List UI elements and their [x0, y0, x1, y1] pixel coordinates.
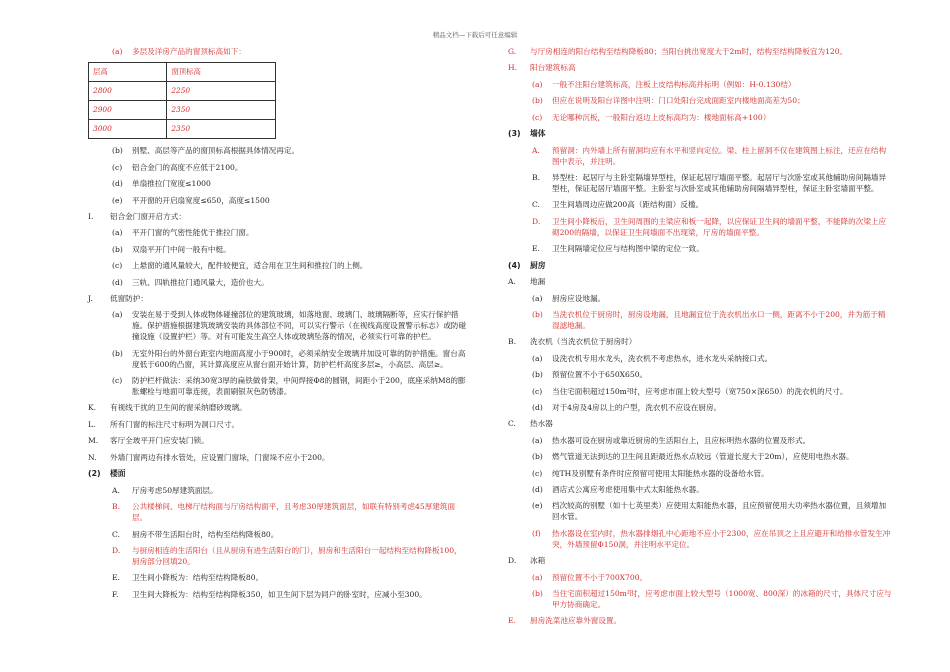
list-item — [508, 145, 893, 167]
item-tag: (e) — [112, 195, 123, 205]
table-header-row — [89, 63, 276, 82]
item-text: 无室外阳台的外窗台距室内地面高度小于900时，必须采纳安全玻璃并加设可靠的防护措施。窗台高度低于600的凸窗，其计算高度应从窗台面开始计算，防护栏杆高度多层≥，小高层、高层≥。 — [132, 348, 466, 369]
list-item — [88, 211, 468, 222]
item-text: 卫生间墙周边应做200高（距结构面）反槛。 — [552, 200, 704, 210]
item-tag: (a) — [532, 293, 543, 303]
list-item — [88, 402, 468, 413]
item-text: 阳台建筑标高 — [530, 63, 576, 73]
item-text: 铝合金门窗开启方式： — [110, 211, 186, 221]
list-item — [88, 293, 468, 304]
section-number: (3) — [508, 128, 521, 138]
item-text: 双扇平开门中间一般有中梃。 — [132, 244, 231, 254]
section-heading-kitchen — [508, 260, 893, 271]
table-row — [89, 82, 276, 101]
section-heading-wall — [508, 128, 893, 139]
item-tag: A. — [508, 277, 516, 287]
list-item — [88, 145, 468, 156]
item-tag: B. — [508, 337, 516, 347]
item-text: 低窗防护： — [110, 293, 148, 303]
item-tag: N. — [88, 452, 97, 462]
item-text: 异型柱：起居厅与主卧室隔墙异型柱，保证起居厅墙面平整。起居厅与次卧室或其他辅助房间隔墙异型柱，保证起居厅墙面平整。主卧室与次卧室或其他辅助房间隔墙异型柱，保证主卧室墙面平整。 — [552, 173, 887, 194]
item-tag: (e) — [532, 501, 543, 511]
item-text: 热水器可设在厨房或靠近厨房的生活阳台上，且应标明热水器的位置及形式。 — [552, 435, 811, 445]
item-text: 酒店式公寓应考虑使用集中式太阳能热水器。 — [552, 484, 704, 494]
item-text: 燃气管道无法到达的卫生间且距最近热水点较远（管道长度大于20m），应使用电热水器。 — [552, 452, 854, 462]
item-text: 但应在说明及阳台详图中注明：门口处阳台完成面距室内楼地面高差为50； — [552, 96, 805, 106]
table-header-cell: 层高 — [89, 63, 167, 82]
item-text: 厨房洗菜池应靠外窗设置。 — [530, 616, 622, 626]
item-text: 预留洞：内外墙上所有留洞均应有水平和竖向定位。梁、柱上留洞不仅在建筑图上标注，还应在结构图中表示，并注明。 — [552, 145, 887, 166]
left-column — [88, 46, 468, 605]
item-text: 外墙门窗两边有排水管处，应设置门窗垛，门窗垛不应小于200。 — [110, 452, 330, 462]
item-text: 纯TH及别墅有条件时应预留可使用太阳能热水器的设备给水管。 — [552, 468, 769, 478]
item-tag: (b) — [532, 452, 543, 462]
list-item — [508, 402, 893, 413]
list-item — [508, 353, 893, 364]
item-tag: E. — [112, 573, 120, 583]
list-item — [88, 375, 468, 397]
item-text: 公共楼梯间、电梯厅结构面与厅房结构面平，且考虑30厚建筑面层，如联有特别考虑45厚建筑面层。 — [132, 502, 456, 523]
right-column — [508, 46, 893, 632]
item-tag: C. — [532, 200, 540, 210]
item-tag: (a) — [532, 353, 543, 363]
item-tag: (b) — [532, 588, 543, 598]
list-item — [88, 589, 468, 600]
item-text: 单扇推拉门宽度≤1000 — [132, 179, 211, 189]
item-text: 当洗衣机位于厨房时，厨房设地漏，且地漏宜位于洗衣机出水口一侧，距离不小于200，并为筋于精湿滤地漏。 — [552, 310, 886, 331]
item-text: 卫生间小降板为：结构至结构降板80。 — [132, 573, 264, 583]
item-tag: (f) — [532, 528, 541, 538]
list-item — [88, 162, 468, 173]
item-tag: (c) — [532, 386, 543, 396]
section-number: (4) — [508, 260, 521, 270]
list-item — [508, 276, 893, 287]
list-item — [508, 572, 893, 583]
list-item — [88, 529, 468, 540]
item-text: 设洗衣机专用水龙头，洗衣机不考虑热水，进水龙头采纳接口式。 — [552, 353, 773, 363]
list-item — [88, 195, 468, 206]
item-text: 档次较高的别墅（如十七英里类）应使用太阳能热水器，且应预留使用大功率热水器位置，且须增加回水管。 — [552, 501, 887, 522]
item-text: 防护栏杆做法：采纳30宽3厚的扁铁做骨架，中间焊接Φ8的圆钢，间距小于200，底座采纳M8的膨胀螺栓与地面可靠连接，表面刷银灰色防锈漆。 — [132, 376, 466, 397]
list-item — [508, 484, 893, 495]
item-tag: (a) — [532, 435, 543, 445]
floor-items-list — [88, 485, 468, 600]
item-tag: C. — [112, 529, 120, 539]
item-text: 有视线干扰的卫生间的窗采纳磨砂玻璃。 — [110, 403, 247, 413]
item-tag: D. — [532, 216, 541, 226]
list-item — [88, 485, 468, 496]
item-text: 卫生间隔墙定位应与结构图中梁的定位一致。 — [552, 244, 704, 254]
item-tag: (b) — [112, 348, 123, 358]
item-text: 三轨、四轨推拉门通风量大，造价也大。 — [132, 277, 269, 287]
item-tag: (d) — [532, 403, 543, 413]
item-tag: (b) — [532, 310, 543, 320]
section-heading-floor — [88, 468, 468, 479]
list-item — [508, 369, 893, 380]
item-tag: F. — [112, 589, 119, 599]
section-title: 厨房 — [530, 260, 546, 270]
item-text: 当住宅面积超过150m²时，应考虑市面上较大型号（宽750×深650）的洗衣机的尺寸。 — [552, 386, 848, 396]
list-item — [508, 79, 893, 90]
item-text: 卫生间大降板为：结构至结构降板350，如卫生间下层为同户的卧室时，应减小至300。 — [132, 589, 427, 599]
item-text: 客厅全玻平开门应安装门锁。 — [110, 436, 209, 446]
item-text: 热水器设在室内时，热水器排烟孔中心距地不应小于2300，应在吊顶之上且应避开和给排水管发生冲突，外墙预留Φ150洞，并注明水平定位。 — [552, 528, 891, 549]
list-item — [508, 309, 893, 331]
item-tag: (d) — [112, 277, 123, 287]
item-text: 安装在易于受到人体或物体碰撞部位的建筑玻璃，如落地窗、玻璃门、玻璃隔断等，应实行保护措施。保护措施根据建筑玻璃安装的具体部位不同，可以实行警示（在视线高度设置警示标志）或防碰撞设施（设置护栏）等。对有可能发生高空人体或玻璃坠落的情况，必须实行可靠的护栏。 — [132, 310, 467, 342]
item-tag: (c) — [532, 112, 543, 122]
item-tag: (c) — [532, 468, 543, 478]
table-header-cell: 窗顶标高 — [167, 63, 276, 82]
item-tag: (a) — [112, 228, 123, 238]
list-item — [88, 260, 468, 271]
item-text: 上悬窗的通风量较大，配件较便宜，适合用在卫生间和推拉门的上侧。 — [132, 261, 368, 271]
item-tag: (b) — [532, 370, 543, 380]
list-item — [508, 500, 893, 522]
item-tag: (d) — [112, 179, 123, 189]
table-row — [89, 101, 276, 120]
list-item — [88, 348, 468, 370]
list-item — [88, 309, 468, 342]
window-height-table — [88, 62, 276, 139]
list-item — [508, 95, 893, 106]
item-tag: D. — [112, 545, 121, 555]
item-tag: (b) — [532, 96, 543, 106]
table-cell: 2350 — [167, 120, 276, 139]
list-item — [508, 112, 893, 123]
item-tag: C. — [508, 419, 516, 429]
list-item — [508, 336, 893, 347]
item-text: 别墅、高层等产品的窗顶标高根据具体情况再定。 — [132, 146, 300, 156]
item-tag: E. — [532, 244, 540, 254]
item-tag: J. — [88, 293, 93, 303]
section-title: 楼面 — [110, 469, 126, 479]
item-text: 平开门窗的气密性能优于推拉门窗。 — [132, 228, 254, 238]
list-item — [508, 172, 893, 194]
list-item — [88, 277, 468, 288]
kitchen-items-list — [508, 276, 893, 626]
item-text: 无论哪种沉板，一般阳台返边上皮标高均为：楼地面标高+100） — [552, 112, 771, 122]
item-text: 一般不注阳台建筑标高，注板上皮结构标高并标明（例如：H-0.130结） — [552, 79, 796, 89]
item-tag: L. — [88, 419, 96, 429]
item-text: 预留位置不小于700X700。 — [552, 572, 648, 582]
item-tag: (b) — [112, 244, 123, 254]
list-item — [508, 528, 893, 550]
item-tag: D. — [508, 556, 517, 566]
table-cell: 2250 — [167, 82, 276, 101]
item-tag: (b) — [112, 146, 123, 156]
item-tag: (c) — [112, 261, 123, 271]
list-item — [508, 62, 893, 73]
item-tag: G. — [508, 47, 517, 56]
window-items-list — [88, 145, 468, 462]
table-cell: 2900 — [89, 101, 167, 120]
list-item — [88, 244, 468, 255]
item-tag: A. — [112, 485, 120, 495]
item-text: 所有门窗的标注尺寸标明为洞口尺寸。 — [110, 419, 240, 429]
item-text: 冰箱 — [530, 556, 546, 566]
table-row — [89, 120, 276, 139]
item-text: 洗衣机（当洗衣机位于厨房时） — [530, 337, 637, 347]
list-item — [508, 216, 893, 238]
list-item — [508, 555, 893, 566]
list-item — [508, 451, 893, 462]
list-item — [88, 227, 468, 238]
list-item — [508, 243, 893, 254]
list-item — [88, 545, 468, 567]
list-item — [508, 418, 893, 429]
item-tag: I. — [88, 211, 94, 221]
item-tag: (c) — [112, 162, 123, 172]
window-height-intro — [88, 46, 468, 57]
item-text: 多层及洋房产品的窗顶标高如下： — [132, 47, 246, 56]
item-text: 平开窗的开启扇宽度≤650，高度≤1500 — [132, 195, 270, 205]
balcony-items-list — [508, 46, 893, 123]
item-tag: A. — [532, 145, 540, 155]
page-header: 精品文档—下载后可任意编辑 — [432, 31, 518, 39]
list-item — [88, 572, 468, 583]
item-tag: (a) — [112, 47, 123, 56]
item-text: 与厨房相连的生活阳台（且从厨房有进生活阳台的门），厨房和生活阳台一起结构至结构降板100，厨房部分回填20。 — [132, 545, 462, 566]
list-item — [508, 293, 893, 304]
item-text: 地漏 — [530, 277, 546, 287]
list-item — [508, 46, 893, 57]
list-item — [88, 452, 468, 463]
list-item — [88, 501, 468, 523]
item-text: 铝合金门的高度不应低于2100。 — [132, 162, 243, 172]
list-item — [508, 615, 893, 626]
section-number: (2) — [88, 469, 101, 479]
table-cell: 3000 — [89, 120, 167, 139]
item-tag: E. — [508, 616, 516, 626]
item-text: 厨房不带生活阳台时，结构至结构降板80。 — [132, 529, 279, 539]
item-tag: B. — [112, 502, 120, 512]
item-tag: B. — [532, 173, 540, 183]
item-text: 卫生间小降板后，卫生间周围的主梁应和板一起降，以应保证卫生间的墙面平整，不能降的次梁上应砌200的隔墙，以保证卫生间墙面不出现梁，厅房的墙面平整。 — [552, 216, 887, 237]
wall-items-list — [508, 145, 893, 255]
list-item — [88, 419, 468, 430]
list-item — [88, 435, 468, 446]
table-cell: 2350 — [167, 101, 276, 120]
item-text: 与厅房相连的阳台结构至结构降板80；当阳台挑出宽度大于2m时，结构至结构降板宜为120。 — [530, 47, 848, 56]
item-tag: (c) — [112, 376, 123, 386]
item-text: 厅房考虑50厚建筑面层。 — [132, 485, 218, 495]
list-item — [88, 178, 468, 189]
list-item — [508, 199, 893, 210]
item-text: 当住宅面积超过150m²时，应考虑市面上较大型号（1000宽、800深）的冰箱的尺寸，具体尺寸应与甲方协商确定。 — [552, 588, 892, 609]
list-item — [508, 435, 893, 446]
item-text: 对于4房及4房以上的户型，洗衣机不应设在厨房。 — [552, 403, 722, 413]
item-tag: (a) — [532, 572, 543, 582]
list-item — [508, 386, 893, 397]
item-tag: M. — [88, 436, 99, 446]
list-item — [508, 468, 893, 479]
item-tag: H. — [508, 63, 518, 73]
list-item — [508, 588, 893, 610]
item-tag: (a) — [112, 310, 123, 320]
item-text: 厨房应设地漏。 — [552, 293, 606, 303]
item-text: 热水器 — [530, 419, 553, 429]
item-tag: (a) — [532, 79, 543, 89]
item-tag: (d) — [532, 484, 543, 494]
section-title: 墙体 — [530, 128, 546, 138]
item-text: 预留位置不小于650X650。 — [552, 370, 648, 380]
table-cell: 2800 — [89, 82, 167, 101]
item-tag: K. — [88, 403, 97, 413]
